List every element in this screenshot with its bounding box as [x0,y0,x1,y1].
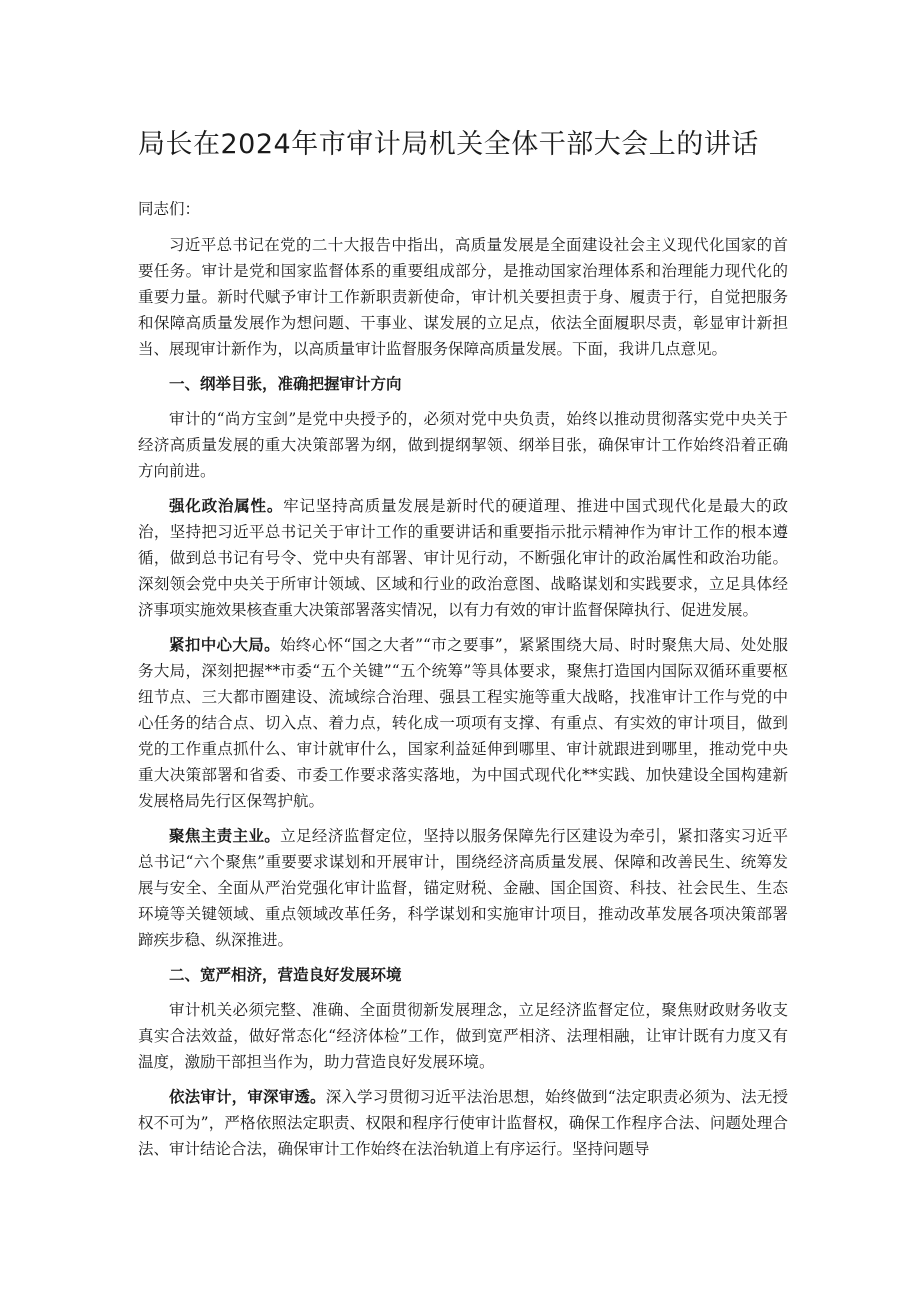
paragraph-text: 立足经济监督定位，坚持以服务保障先行区建设为牵引，紧扣落实习近平总书记“六个聚焦”重要要求谋划和开展审计，围绕经济高质量发展、保障和改善民生、统筹发展与安全、全面从严治党强化审计监督，锚定财税、金融、国企国资、科技、社会民生、生态环境等关键领域、重点领域改革任务，科学谋划和实施审计项目，推动改革发展各项决策部署蹄疾步稳、纵深推进。 [138,827,788,949]
paragraph-section2-intro [138,997,788,1075]
paragraph-lawful-audit [138,1084,788,1162]
paragraph-text: 深入学习贯彻习近平法治思想，始终做到“法定职责必须为、法无授权不可为”，严格依照法定职责、权限和程序行使审计监督权，确保工作程序合法、问题处理合法、审计结论合法，确保审计工作始终在法治轨道上有序运行。坚持问题导 [138,1088,788,1158]
paragraph-text: 始终心怀“国之大者”“市之要事”，紧紧围绕大局、时时聚焦大局、处处服务大局，深刻把握**市委“五个关键”“五个统筹”等具体要求，聚焦打造国内国际双循环重要枢纽节点、三大都市圈建设、流域综合治理、强县工程实施等重大战略，找准审计工作与党的中心任务的结合点、切入点、着力点，转化成一项项有支撑、有重点、有实效的审计项目，做到党的工作重点抓什么、审计就审什么，国家利益延伸到哪里、审计就跟进到哪里，推动党中央重大决策部署和省委、市委工作要求落实落地，为中国式现代化**实践、加快建设全国构建新发展格局先行区保驾护航。 [138,636,788,810]
paragraph-central-overall [138,632,788,814]
paragraph-lead: 强化政治属性。 [169,496,284,515]
paragraph-text: 牢记坚持高质量发展是新时代的硬道理、推进中国式现代化是最大的政治，坚持把习近平总书记关于审计工作的重要讲话和重要指示批示精神作为审计工作的根本遵循，做到总书记有号令、党中央有部署、审计见行动，不断强化审计的政治属性和政治功能。深刻领会党中央关于所审计领域、区域和行业的政治意图、战略谋划和实践要求，立足具体经济事项实施效果核查重大决策部署落实情况，以有力有效的审计监督保障执行、促进发展。 [138,497,788,619]
paragraph-main-responsibility [138,823,788,953]
paragraph-text: 习近平总书记在党的二十大报告中指出，高质量发展是全面建设社会主义现代化国家的首要任务。审计是党和国家监督体系的重要组成部分，是推动国家治理体系和治理能力现代化的重要力量。新时代赋予审计工作新职责新使命，审计机关要担责于身、履责于行，自觉把服务和保障高质量发展作为想问题、干事业、谋发展的立足点，依法全面履职尽责，彰显审计新担当、展现审计新作为，以高质量审计监督服务保障高质量发展。下面，我讲几点意见。 [138,236,788,358]
document-title: 局长在2024年市审计局机关全体干部大会上的讲话 [138,129,759,160]
section-heading-2: 二、宽严相济，营造良好发展环境 [169,965,402,984]
paragraph-text: 审计的“尚方宝剑”是党中央授予的，必须对党中央负责，始终以推动贯彻落实党中央关于经济高质量发展的重大决策部署为纲，做到提纲挈领、纲举目张，确保审计工作始终沿着正确方向前进。 [138,410,788,480]
paragraph-lead: 聚焦主责主业。 [169,826,281,845]
salutation: 同志们： [138,200,201,218]
paragraph-political-attribute [138,493,788,623]
paragraph-lead: 紧扣中心大局。 [169,635,280,654]
section-heading-1: 一、纲举目张，准确把握审计方向 [169,374,402,393]
paragraph-text: 审计机关必须完整、准确、全面贯彻新发展理念，立足经济监督定位，聚焦财政财务收支真实合法效益，做好常态化“经济体检”工作，做到宽严相济、法理相融，让审计既有力度又有温度，激励干部担当作为，助力营造良好发展环境。 [138,1001,788,1071]
paragraph-section1-intro [138,406,788,484]
document-page [138,118,788,1171]
paragraph-lead: 依法审计，审深审透。 [169,1087,326,1106]
paragraph-intro [138,232,788,362]
